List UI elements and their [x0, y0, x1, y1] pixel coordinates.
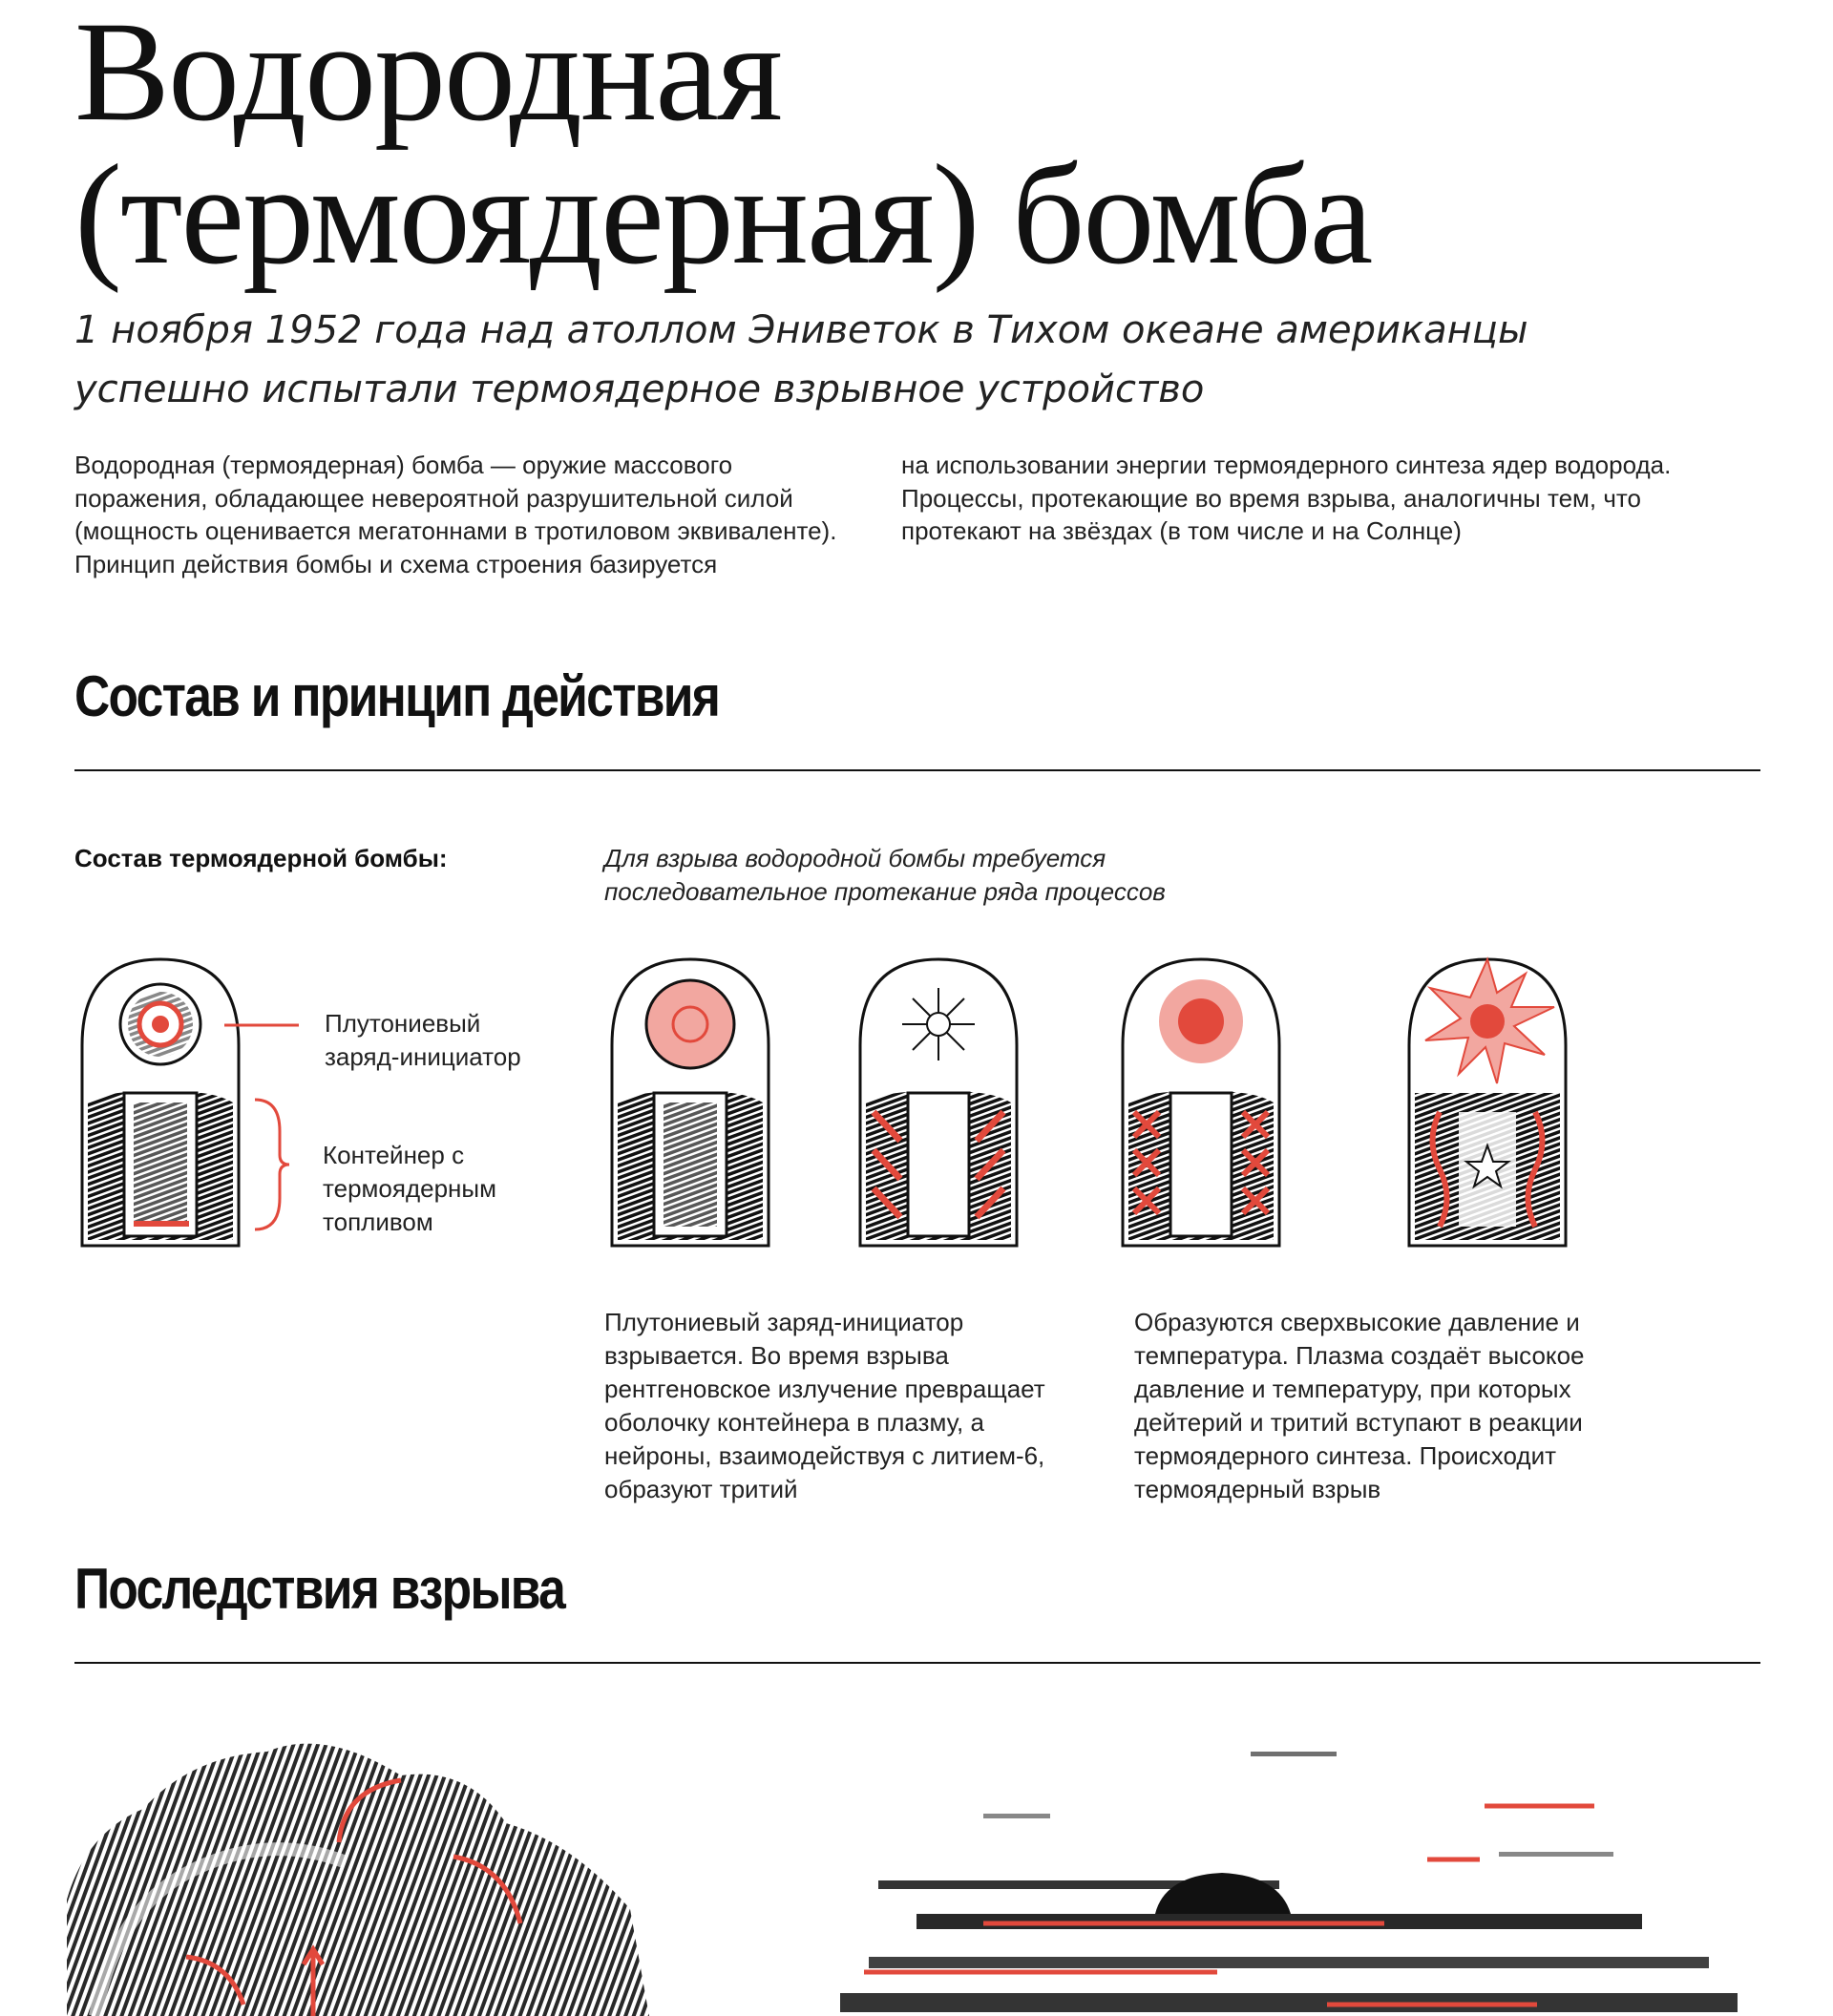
callout-lines [224, 1021, 310, 1231]
label-container: Контейнер с термоядерным топливом [323, 1141, 496, 1236]
title-line-2: (термоядерная) бомба [74, 136, 1372, 294]
composition-label: Состав термоядерной бомбы: [74, 844, 448, 872]
subtitle: 1 ноября 1952 года над атоллом Эниветок в Тихом океане американцы успешно испытали термоядерное взрывное устройство [74, 308, 1528, 411]
bomb-composition-diagram [74, 950, 246, 1255]
section-heading-composition: Состав и принцип действия [74, 664, 720, 728]
intro-column-2: на использовании энергии термоядерного синтеза ядер водорода. Процессы, протекающие во время взрыва, аналогичны тем, что протекают на звёздах (в том числе и на Солнце) [901, 451, 1672, 545]
section-heading-consequences: Последствия взрыва [74, 1557, 565, 1621]
label-initiator: Плутониевый заряд-инициатор [325, 1009, 521, 1071]
intro-column-1: Водородная (термоядерная) бомба — оружие массового поражения, обладающее невероятной разрушительной силой (мощность оценивается мегатоннами в тротиловом эквиваленте). Принцип действия бомбы и схема строения базируется [74, 451, 837, 578]
stage-4-diagram [1401, 950, 1573, 1265]
stage-caption-right: Образуются сверхвысокие давление и температура. Плазма создаёт высокое давление и температуру, при которых дейтерий и тритий вступают в реакции термоядерного синтеза. Происходит термоядерный взрыв [1134, 1308, 1585, 1503]
explosion-cloud-illustration [57, 1718, 668, 2016]
stage-caption-left: Плутониевый заряд-инициатор взрывается. Во время взрыва рентгеновское излучение превращает оболочку контейнера в плазму, а нейроны, взаимодействуя с литием-6, образуют тритий [604, 1308, 1045, 1503]
title-line-1: Водородная [74, 0, 781, 151]
stage-3-diagram [1115, 950, 1287, 1255]
section-divider-2 [74, 1662, 1760, 1664]
page-title [74, 0, 1372, 294]
section-divider [74, 769, 1760, 771]
stage-2-diagram [853, 950, 1024, 1255]
process-note: Для взрыва водородной бомбы требуется последовательное протекание ряда процессов [604, 844, 1166, 906]
horizon-blast-illustration [802, 1737, 1757, 2016]
stage-1-diagram [604, 950, 776, 1255]
